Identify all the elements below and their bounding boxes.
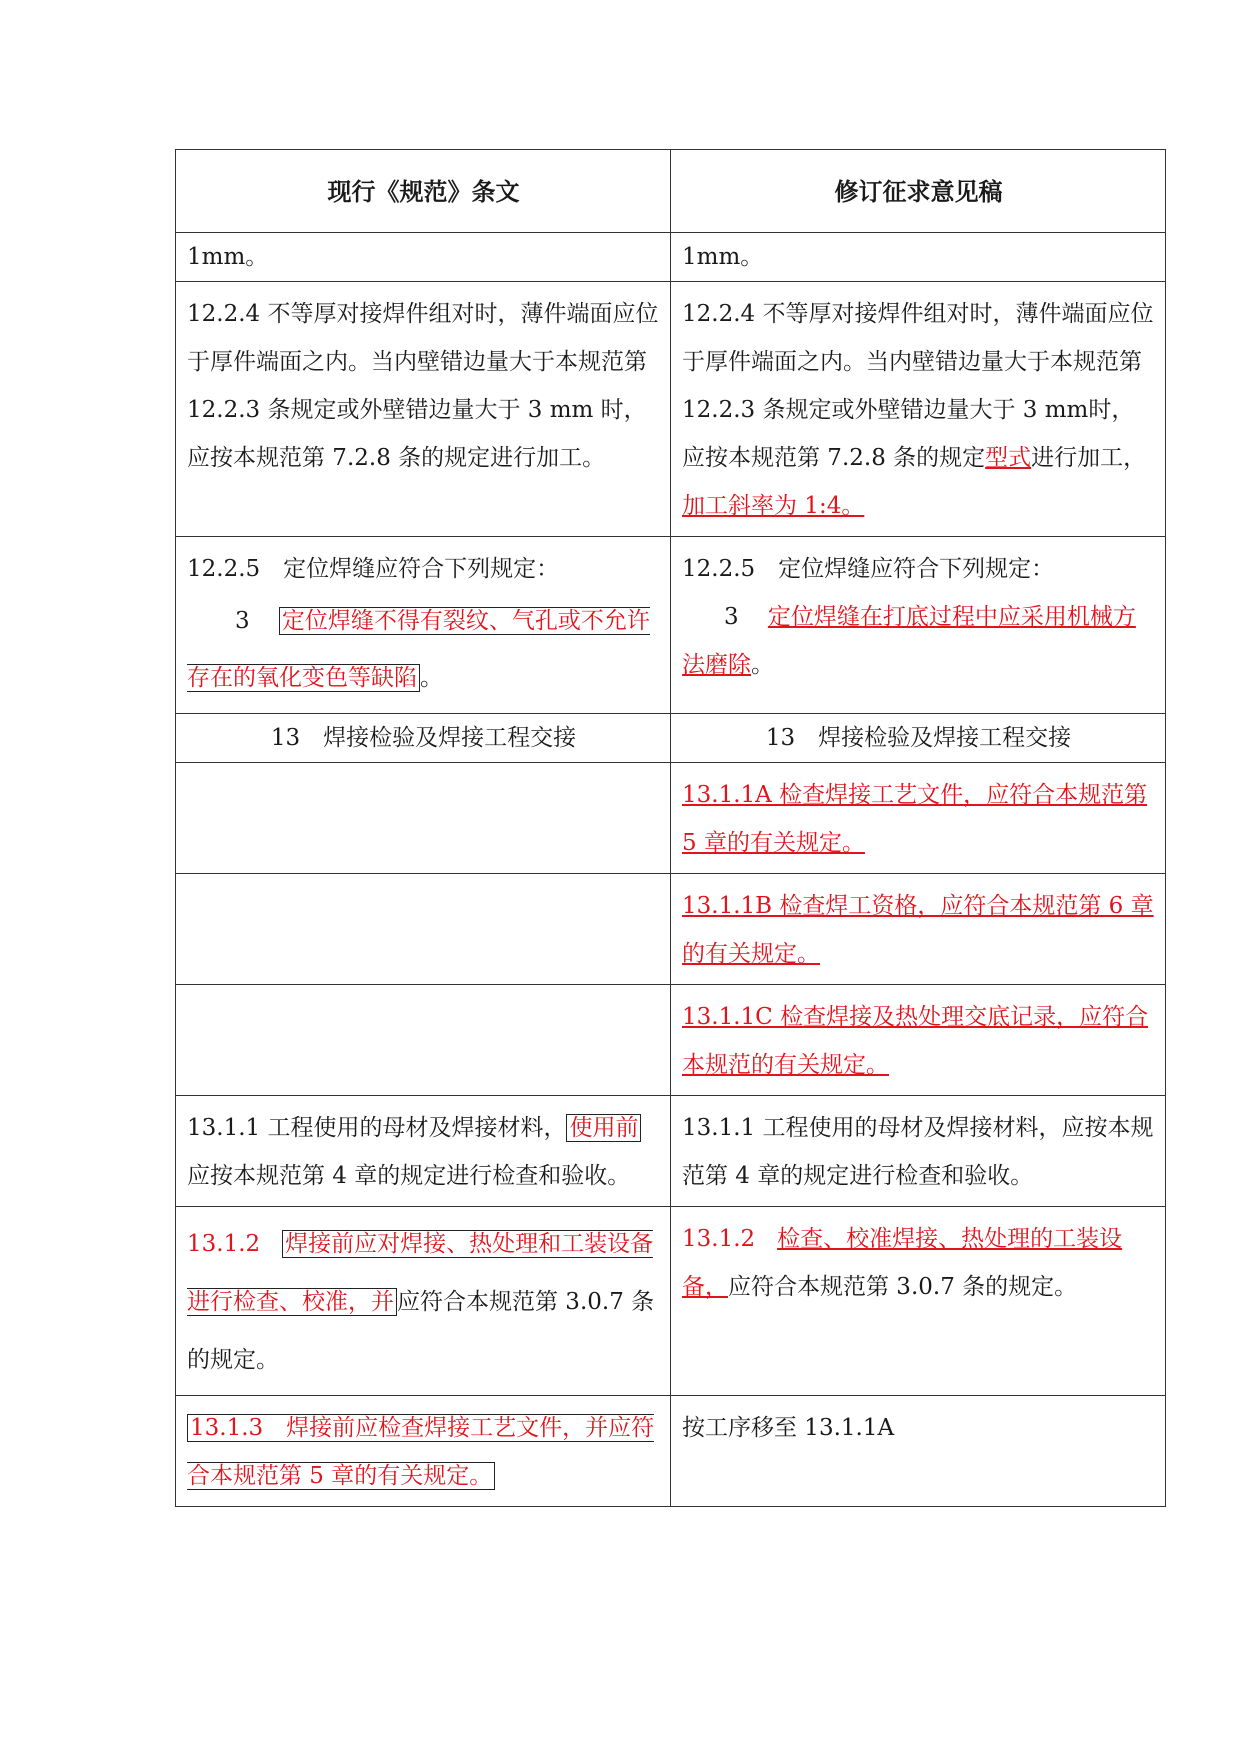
cell-current-empty xyxy=(176,874,671,985)
clause-text: 应按本规范第 4 章的规定进行检查和验收。 xyxy=(187,1163,631,1189)
clause-text: 12.2.4 不等厚对接焊件组对时，薄件端面应位于厚件端面之内。当内壁错边量大于本规范第 12.2.3 条规定或外壁错边量大于 3 mm时，应按本规范第 7.2.8 条的规定 xyxy=(682,301,1154,471)
table-row xyxy=(176,1396,1166,1507)
cell-current xyxy=(176,1396,671,1507)
table-row xyxy=(176,233,1166,282)
inserted-text: 型式 xyxy=(985,445,1032,471)
cell-revised xyxy=(671,763,1166,874)
table-row xyxy=(176,874,1166,985)
header-row xyxy=(176,150,1166,233)
table-row xyxy=(176,1096,1166,1207)
clause-text: 进行加工， xyxy=(1031,445,1147,471)
inserted-text: 检查、校准焊接、热处理的工装设备， xyxy=(682,1226,1123,1300)
item-number: 3 xyxy=(235,608,250,634)
cell-current: 12.2.4 不等厚对接焊件组对时，薄件端面应位于厚件端面之内。当内壁错边量大于本规范第 12.2.3 条规定或外壁错边量大于 3 mm 时，应按本规范第 7.2.8 条的规定进行加工。 xyxy=(176,282,671,537)
comparison-table xyxy=(175,149,1166,1507)
clause-heading: 12.2.5 定位焊缝应符合下列规定： xyxy=(187,556,560,582)
deleted-text-box: 焊接前应对焊接、热处理和工装设备进行检查、校准，并 xyxy=(187,1231,654,1315)
deleted-text-box: 定位焊缝不得有裂纹、气孔或不允许存在的氧化变色等缺陷 xyxy=(187,608,650,691)
table-row xyxy=(176,985,1166,1096)
clause-text: 应符合本规范第 3.0.7 条的规定。 xyxy=(187,1289,655,1373)
chapter-title-revised: 13 焊接检验及焊接工程交接 xyxy=(671,714,1166,763)
chapter-title-current: 13 焊接检验及焊接工程交接 xyxy=(176,714,671,763)
cell-revised: 按工序移至 13.1.1A xyxy=(671,1396,1166,1507)
clause-heading: 12.2.5 定位焊缝应符合下列规定： xyxy=(682,556,1055,582)
inserted-text: 13.1.1A 检查焊接工艺文件，应符合本规范第 5 章的有关规定。 xyxy=(682,782,1148,856)
clause-number: 13.1.2 xyxy=(682,1226,756,1252)
clause-text: 。 xyxy=(751,652,774,678)
table-row xyxy=(176,1207,1166,1396)
cell-revised xyxy=(671,874,1166,985)
cell-current: 1mm。 xyxy=(176,233,671,282)
cell-revised: 13.1.1 工程使用的母材及焊接材料，应按本规范第 4 章的规定进行检查和验收。 xyxy=(671,1096,1166,1207)
inserted-text: 13.1.1C 检查焊接及热处理交底记录，应符合本规范的有关规定。 xyxy=(682,1004,1149,1078)
clause-item xyxy=(187,593,660,707)
inserted-text: 13.1.1B 检查焊工资格，应符合本规范第 6 章的有关规定。 xyxy=(682,893,1154,967)
cell-current-empty xyxy=(176,763,671,874)
table-row xyxy=(176,763,1166,874)
clause-item xyxy=(682,593,1155,689)
table-row xyxy=(176,282,1166,537)
cell-revised xyxy=(671,1207,1166,1396)
cell-revised: 1mm。 xyxy=(671,233,1166,282)
cell-current-empty xyxy=(176,985,671,1096)
inserted-text: 加工斜率为 1:4。 xyxy=(682,493,865,519)
clause-text: 应符合本规范第 3.0.7 条的规定。 xyxy=(728,1274,1078,1300)
clause-text: 。 xyxy=(420,665,443,691)
cell-current xyxy=(176,537,671,714)
cell-revised xyxy=(671,537,1166,714)
inserted-text: 定位焊缝在打底过程中应采用机械方法磨除 xyxy=(682,604,1136,678)
deleted-text-box: 13.1.3 焊接前应检查焊接工艺文件，并应符合本规范第 5 章的有关规定。 xyxy=(187,1415,655,1489)
deleted-text-box: 使用前 xyxy=(566,1114,641,1142)
table-row xyxy=(176,537,1166,714)
clause-text: 13.1.1 工程使用的母材及焊接材料， xyxy=(187,1115,567,1141)
clause-number: 13.1.2 xyxy=(187,1231,261,1257)
cell-current xyxy=(176,1096,671,1207)
cell-current xyxy=(176,1207,671,1396)
header-current: 现行《规范》条文 xyxy=(176,150,671,233)
item-number: 3 xyxy=(724,604,739,630)
cell-revised xyxy=(671,282,1166,537)
header-revised: 修订征求意见稿 xyxy=(671,150,1166,233)
cell-revised xyxy=(671,985,1166,1096)
table-row xyxy=(176,714,1166,763)
